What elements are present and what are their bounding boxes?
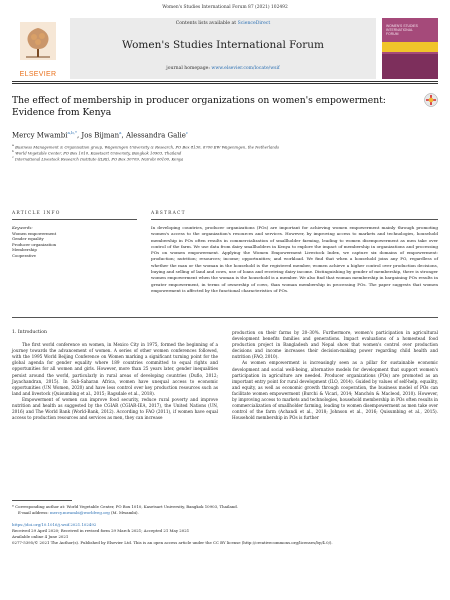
- abstract-text: In developing countries, producer organizations (POs) are important for achieving women empowerment mainly through promoting women's access to the organization's resources and services. However, by improving access to markets and technologies, household membership in POs often results in commercialization of smallholder farming, leading to women disempowerment as men take over control of the farm. We use data from dairy smallholders in Kenya to explore the impact of membership in organizations and processing POs on women empowerment. Applying the Women Empowerment Livestock Index, we capture six domains of empowerment: production; nutrition; resources; income; opportunities; and workload. We find that when a household joins any PO, regardless of whether the man or the woman in the household is the registered member, women achieve a higher control over production decisions, buying and selling of land and cows, use of loans and receiving dairy income. Distinguishing by gender of membership, there is stronger women empowerment when the woman is the household is a member. We also find that woman membership in bargaining POs results in greater empowerment, in terms of ownership of cows, than woman membership in processing POs. The paper suggests that women empowerment is affected by the functional characteristics of POs.: [151, 225, 438, 293]
- affiliation-text: World Vegetable Center, PO Box 1010, Kasetsart University, Bangkok 10903, Thailand: [15, 150, 182, 156]
- author-list: Mercy Mwambi$^{a,b,*}$, Jos Bijman$^a$, Alessandra Galie$^c$: [12, 130, 189, 140]
- homepage-prefix: journal homepage:: [166, 66, 212, 71]
- email-line: [12, 510, 139, 515]
- body-paragraph: As women empowerment is increasingly seen as a pillar for sustainable economic development and social well-being, alternative models for development that support women's participation in agriculture are needed. Producer organizations (POs) are promoted as an important entry point for rural development (ILO, 2014). Guided by values of self-help, equality, and equity, as well as economic growth through cooperation, the business model of POs can facilitate women empowerment (Burchi & Vicari, 2014; Manchón & Macleod, 2010). However, by improving access to markets and technologies, household membership in POs often results in commercialization of smallholder farming, leading to women disempowerment as men take over control of the farm (Achandi et al., 2018; Johnson et al., 2016; Quisumbing et al., 2015). Household membership in POs is further: [232, 360, 438, 421]
- affiliation-marker: a: [12, 143, 14, 147]
- elsevier-tree-icon: [20, 22, 56, 60]
- affiliation: [12, 155, 183, 161]
- author-name[interactable]: Jos Bijman: [81, 131, 120, 140]
- body-column-left: [12, 330, 218, 421]
- corresponding-author-note: * Corresponding author at: World Vegetable Center, PO Box 1010, Kasetsart University, Bangkok 10903, Thailand.: [12, 504, 239, 509]
- journal-info-box: [70, 18, 376, 79]
- running-head-text: Women's Studies International Forum 87 (2021) 102492: [162, 5, 288, 10]
- affiliation-marker: b: [12, 149, 15, 153]
- contents-line: [70, 21, 376, 26]
- journal-header: [12, 18, 438, 79]
- body-rule: [12, 317, 438, 318]
- author-name[interactable]: Alessandra Galie: [125, 131, 186, 140]
- author-affiliation-marker: c: [185, 130, 189, 135]
- abstract-heading: ABSTRACT: [151, 211, 186, 216]
- body-paragraph: Empowerment of women can improve food security, reduce rural poverty and improve nutrition and health as suggested by the CGIAR (CGIAR-IEA, 2017), the United Nations (UN, 2016) and The World Bank (World-Bank, 2012). According to FAO (2011), if women have equal access to production resources and services as men, they can increase: [12, 396, 218, 421]
- abstract-rule: [151, 219, 438, 220]
- crossmark-icon[interactable]: [424, 93, 438, 107]
- keyword: Membership: [12, 247, 37, 253]
- keyword: Producer organization: [12, 241, 57, 247]
- keyword: Women empowerment: [12, 230, 57, 236]
- journal-homepage-link[interactable]: www.elsevier.com/locate/wsif: [211, 66, 280, 71]
- body-column-right: [232, 330, 438, 421]
- footnote-rule: [12, 500, 72, 501]
- affiliation-text: Business Management & Organisation group, Wageningen University & Research, PO Box 8130, 6700 EW Wageningen, the Netherlands: [15, 144, 280, 150]
- sciencedirect-link[interactable]: ScienceDirect: [237, 21, 271, 26]
- header-rule-thin: [12, 83, 438, 84]
- email-link[interactable]: mercy.mwambi@worldveg.org: [49, 510, 110, 515]
- article-info-rule: [12, 219, 137, 220]
- elsevier-logo[interactable]: [12, 18, 64, 79]
- affiliation-text: International Livestock Research Institute (ILRI), PO Box 30709, Nairobi 00100, Kenya: [15, 156, 184, 162]
- article-info-heading: ARTICLE INFO: [12, 211, 61, 216]
- header-rule: [12, 81, 438, 82]
- keyword: Cooperative: [12, 252, 36, 258]
- contents-prefix: Contents lists available at: [175, 21, 238, 26]
- keywords-label: Keywords:: [12, 225, 33, 230]
- running-head: [0, 5, 450, 10]
- doi-link[interactable]: https://doi.org/10.1016/j.wsif.2021.102492: [12, 522, 97, 527]
- affiliation-marker: c: [12, 155, 14, 159]
- journal-cover-thumbnail[interactable]: [382, 18, 438, 79]
- section-heading: 1. Introduction: [12, 330, 47, 335]
- journal-title: Women's Studies International Forum: [122, 39, 324, 51]
- body-paragraph: production on their farms by 20–30%. Furthermore, women's participation in agricultural development benefits families and generations. Impact evaluations of a homestead food production project in Bangladesh and Nepal show that women's control over production decisions and income increases their decision-making power regarding child health and nutrition (FAO, 2010).: [232, 330, 438, 360]
- author-affiliation-marker: a: [119, 130, 122, 135]
- email-suffix: (M. Mwambi).: [109, 510, 139, 515]
- author-name[interactable]: Mercy Mwambi: [12, 131, 68, 140]
- article-title: The effect of membership in producer organizations on women's empowerment: Evidence from Kenya: [12, 95, 386, 118]
- keywords-block: [12, 225, 132, 259]
- cover-title: WOMEN'S STUDIES INTERNATIONAL FORUM: [386, 24, 418, 37]
- cover-art: [382, 54, 438, 79]
- email-label: E-mail address:: [18, 510, 50, 515]
- license-statement: 0277-5395/© 2021 The Author(s). Published by Elsevier Ltd. This is an open access article under the CC BY license (http://creativecommons.org/licenses/by/4.0/).: [12, 540, 333, 545]
- received-dates: Received 29 April 2020; Received in revised form 29 March 2021; Accepted 21 May 2021: [12, 528, 190, 533]
- keyword: Gender equality: [12, 236, 44, 242]
- publisher-wordmark: ELSEVIER: [19, 71, 57, 78]
- homepage-line: [70, 66, 376, 71]
- body-paragraph: The first world conference on women, in Mexico City in 1975, formed the beginning of a journey towards the advancement of women. A series of other women conferences followed, with the 1995 World Beijing Conference on Women marking a significant turning point for the global agenda for gender equality where 189 countries committed to equal rights and opportunities for all women and girls. However, more than 25 years later, gender inequalities persist around the world, particularly in rural areas of developing countries (Duflo, 2012; Jayachandran, 2015). In Sub-Saharan Africa, women have unequal access to economic opportunities (UN Women, 2020) and have less control over key production resources such as land and livestock (Quisumbing et al., 2015; Ragsdale et al., 2018).: [12, 342, 218, 396]
- cover-band: [382, 42, 438, 52]
- author-affiliation-marker: a,b,*: [67, 130, 77, 135]
- available-online: Available online 4 June 2021: [12, 534, 69, 539]
